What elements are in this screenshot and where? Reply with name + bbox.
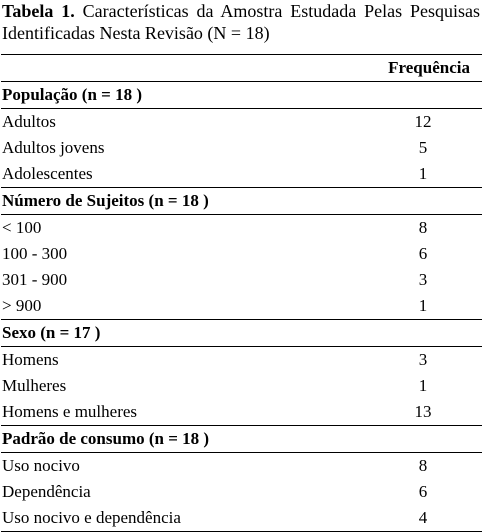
table-row <box>0 347 483 373</box>
row-label: Adultos <box>2 112 56 131</box>
row-label: > 900 <box>2 296 42 315</box>
table-caption <box>2 0 480 44</box>
row-label: Adolescentes <box>2 164 93 183</box>
row-value: 5 <box>418 138 428 157</box>
row-value: 12 <box>414 112 432 131</box>
frequency-column-header: Frequência <box>388 58 470 77</box>
section-header-numero-de-sujeitos <box>0 188 483 214</box>
table-row <box>0 373 483 399</box>
row-label: Dependência <box>2 482 91 501</box>
row-value: 1 <box>418 376 428 395</box>
section-header-sexo <box>0 320 483 346</box>
section-title: Sexo (n = 17 ) <box>2 323 101 342</box>
row-label: Mulheres <box>2 376 67 395</box>
table-row <box>0 109 483 135</box>
section-header-padrao-de-consumo <box>0 426 483 452</box>
row-value: 6 <box>418 244 428 263</box>
row-value: 6 <box>418 482 428 501</box>
section-title: Padrão de consumo (n = 18 ) <box>2 429 210 448</box>
table-row <box>0 161 483 187</box>
table-caption-text: Características da Amostra Estudada Pelas Pesquisas Identificadas Nesta Revisão (N = 18) <box>2 1 480 43</box>
table-row <box>0 293 483 319</box>
row-label: 100 - 300 <box>2 244 68 263</box>
row-value: 13 <box>414 402 432 421</box>
table-row <box>0 135 483 161</box>
table-header-row <box>0 55 483 81</box>
section-title: População (n = 18 ) <box>2 85 143 104</box>
characteristics-table <box>0 52 483 532</box>
table-row <box>0 267 483 293</box>
row-label: 301 - 900 <box>2 270 68 289</box>
table-row <box>0 215 483 241</box>
row-value: 3 <box>418 270 428 289</box>
table-row <box>0 505 483 531</box>
row-value: 8 <box>418 218 428 237</box>
row-label: Uso nocivo <box>2 456 80 475</box>
table-row <box>0 479 483 505</box>
table-row <box>0 399 483 425</box>
section-title: Número de Sujeitos (n = 18 ) <box>2 191 209 210</box>
table-row <box>0 453 483 479</box>
row-value: 1 <box>418 296 428 315</box>
row-label: Uso nocivo e dependência <box>2 508 181 527</box>
row-label: Adultos jovens <box>2 138 105 157</box>
row-label: Homens <box>2 350 59 369</box>
table-caption-label: Tabela 1. <box>2 1 75 21</box>
table-row <box>0 241 483 267</box>
row-value: 8 <box>418 456 428 475</box>
row-value: 3 <box>418 350 428 369</box>
row-label: < 100 <box>2 218 42 237</box>
section-header-populacao <box>0 82 483 108</box>
row-value: 1 <box>418 164 428 183</box>
row-label: Homens e mulheres <box>2 402 138 421</box>
row-value: 4 <box>418 508 428 527</box>
